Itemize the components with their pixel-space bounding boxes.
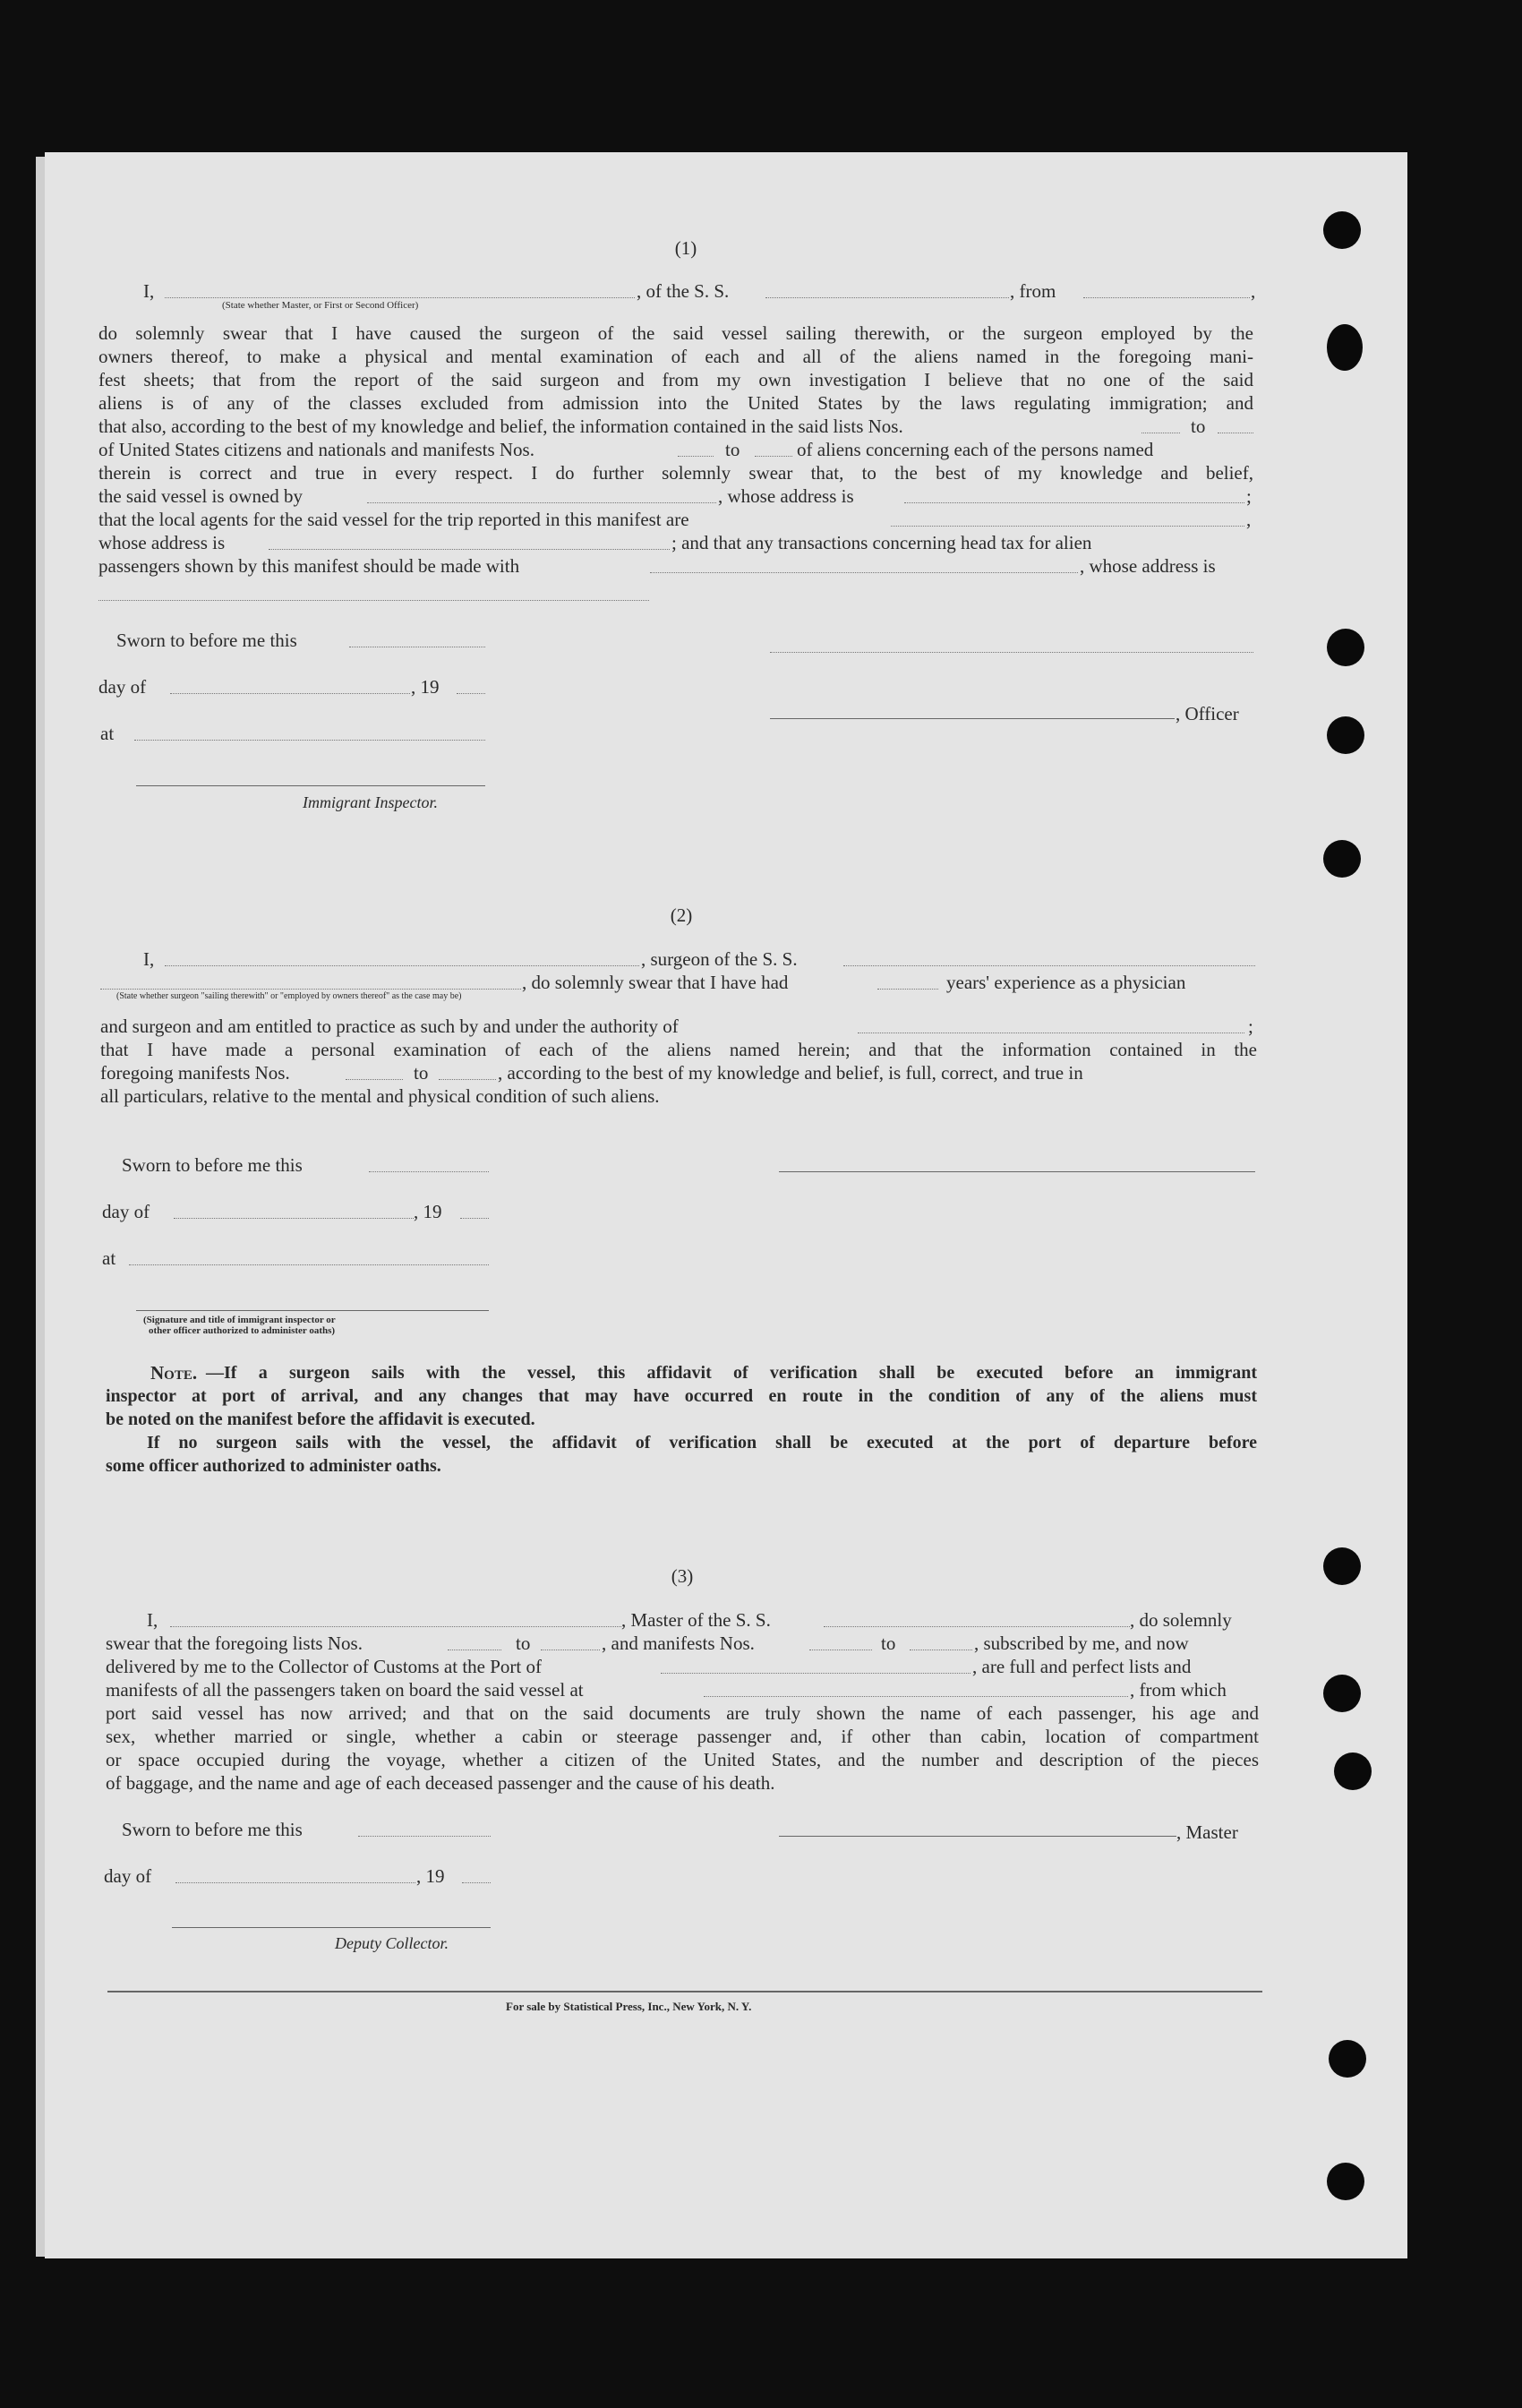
punch-hole: [1323, 840, 1361, 878]
foregoing-to-field[interactable]: [439, 1079, 496, 1080]
affidavit-line: fest sheets; that from the report of the said surgeon and from my own investigation I believe that no one of the said: [98, 369, 1253, 390]
deputy-collector-signature-line[interactable]: [172, 1927, 491, 1928]
surgeon-signature-line[interactable]: [779, 1171, 1255, 1172]
owner-address-field[interactable]: [904, 502, 1244, 503]
local-agents-field[interactable]: [891, 526, 1244, 527]
month-field-2[interactable]: [174, 1218, 414, 1219]
vessel-name-field[interactable]: [765, 297, 1009, 298]
month-field[interactable]: [170, 693, 410, 694]
note-text: —If a surgeon sails with the vessel, this affidavit of verification shall be executed before an immigrant: [206, 1363, 1257, 1383]
month-field-3[interactable]: [175, 1882, 415, 1883]
master-vessel-field[interactable]: [824, 1626, 1130, 1627]
state-officer-note: (State whether Master, or First or Second Officer): [222, 300, 419, 311]
head-tax-address-field[interactable]: [98, 600, 649, 601]
sworn-day-field-3[interactable]: [358, 1836, 491, 1837]
year-field-2[interactable]: [460, 1218, 489, 1219]
footer-imprint: For sale by Statistical Press, Inc., New York, N. Y.: [506, 2000, 752, 2013]
note-label: Note.: [150, 1362, 198, 1384]
surgeon-state-note: (State whether surgeon "sailing therewith" or "employed by owners thereof" as the case may be): [116, 991, 462, 1001]
manifests-to-field[interactable]: [755, 456, 792, 457]
surgeon-name-field[interactable]: [165, 965, 639, 966]
master-name-field[interactable]: [170, 1626, 621, 1627]
owner-field[interactable]: [367, 502, 716, 503]
sworn-signature-field[interactable]: [770, 652, 1253, 653]
year-field-3[interactable]: [462, 1882, 491, 1883]
master-signature-line[interactable]: [779, 1836, 1176, 1837]
punch-hole: [1327, 629, 1364, 666]
punch-hole: [1327, 324, 1363, 371]
affidavit-line: do solemnly swear that I have caused the surgeon of the said vessel sailing therewith, or the surgeon employed by the: [98, 322, 1253, 344]
inspector-signature-line[interactable]: [136, 785, 485, 786]
punch-hole: [1323, 211, 1361, 249]
of-ss-label: , of the S. S.: [637, 280, 730, 302]
boarding-port-field[interactable]: [704, 1696, 1128, 1697]
footer-divider: [107, 1991, 1262, 1992]
inspector-label: Immigrant Inspector.: [303, 793, 438, 811]
signature-note: (Signature and title of immigrant inspector or: [143, 1315, 336, 1325]
surgeon-vessel-field[interactable]: [843, 965, 1255, 966]
at-place-field[interactable]: [134, 740, 485, 741]
affidavit-line: therein is correct and true in every respect. I do further solemnly swear that, to the best of my knowledge and belief,: [98, 462, 1253, 484]
port-of-field[interactable]: [661, 1673, 970, 1674]
officer-signature-line[interactable]: [770, 718, 1175, 719]
section-3-heading: (3): [671, 1565, 694, 1587]
manifests-from-field[interactable]: [678, 456, 714, 457]
punch-hole: [1327, 716, 1364, 754]
agents-address-field[interactable]: [269, 549, 670, 550]
affidavit-line: owners thereof, to make a physical and mental examination of each and all of the aliens named in the foregoing mani-: [98, 346, 1253, 367]
at-place-field-2[interactable]: [129, 1264, 489, 1265]
oath-i-label: I,: [143, 280, 155, 302]
punch-hole: [1329, 2040, 1366, 2078]
section-2-heading: (2): [670, 904, 693, 926]
years-field[interactable]: [877, 989, 938, 990]
punch-hole: [1327, 2163, 1364, 2200]
officer-label: , Officer: [1176, 703, 1239, 724]
officer-name-field[interactable]: [165, 297, 635, 298]
foregoing-from-field[interactable]: [346, 1079, 403, 1080]
affidavit-line: aliens is of any of the classes excluded from admission into the United States by the laws regulating immigration; and: [98, 392, 1253, 414]
deputy-collector-label: Deputy Collector.: [335, 1934, 449, 1952]
sworn-day-field-2[interactable]: [369, 1171, 489, 1172]
head-tax-contact-field[interactable]: [650, 572, 1078, 573]
year-field[interactable]: [457, 693, 485, 694]
master-label: , Master: [1176, 1821, 1238, 1843]
punch-hole: [1334, 1752, 1372, 1790]
punch-hole: [1323, 1547, 1361, 1585]
from-label: , from: [1010, 280, 1056, 302]
authorized-officer-signature-line[interactable]: [136, 1310, 489, 1311]
surgeon-status-field[interactable]: [100, 989, 521, 990]
from-port-field[interactable]: [1083, 297, 1250, 298]
punch-hole: [1323, 1675, 1361, 1712]
section-1-heading: (1): [674, 237, 697, 259]
